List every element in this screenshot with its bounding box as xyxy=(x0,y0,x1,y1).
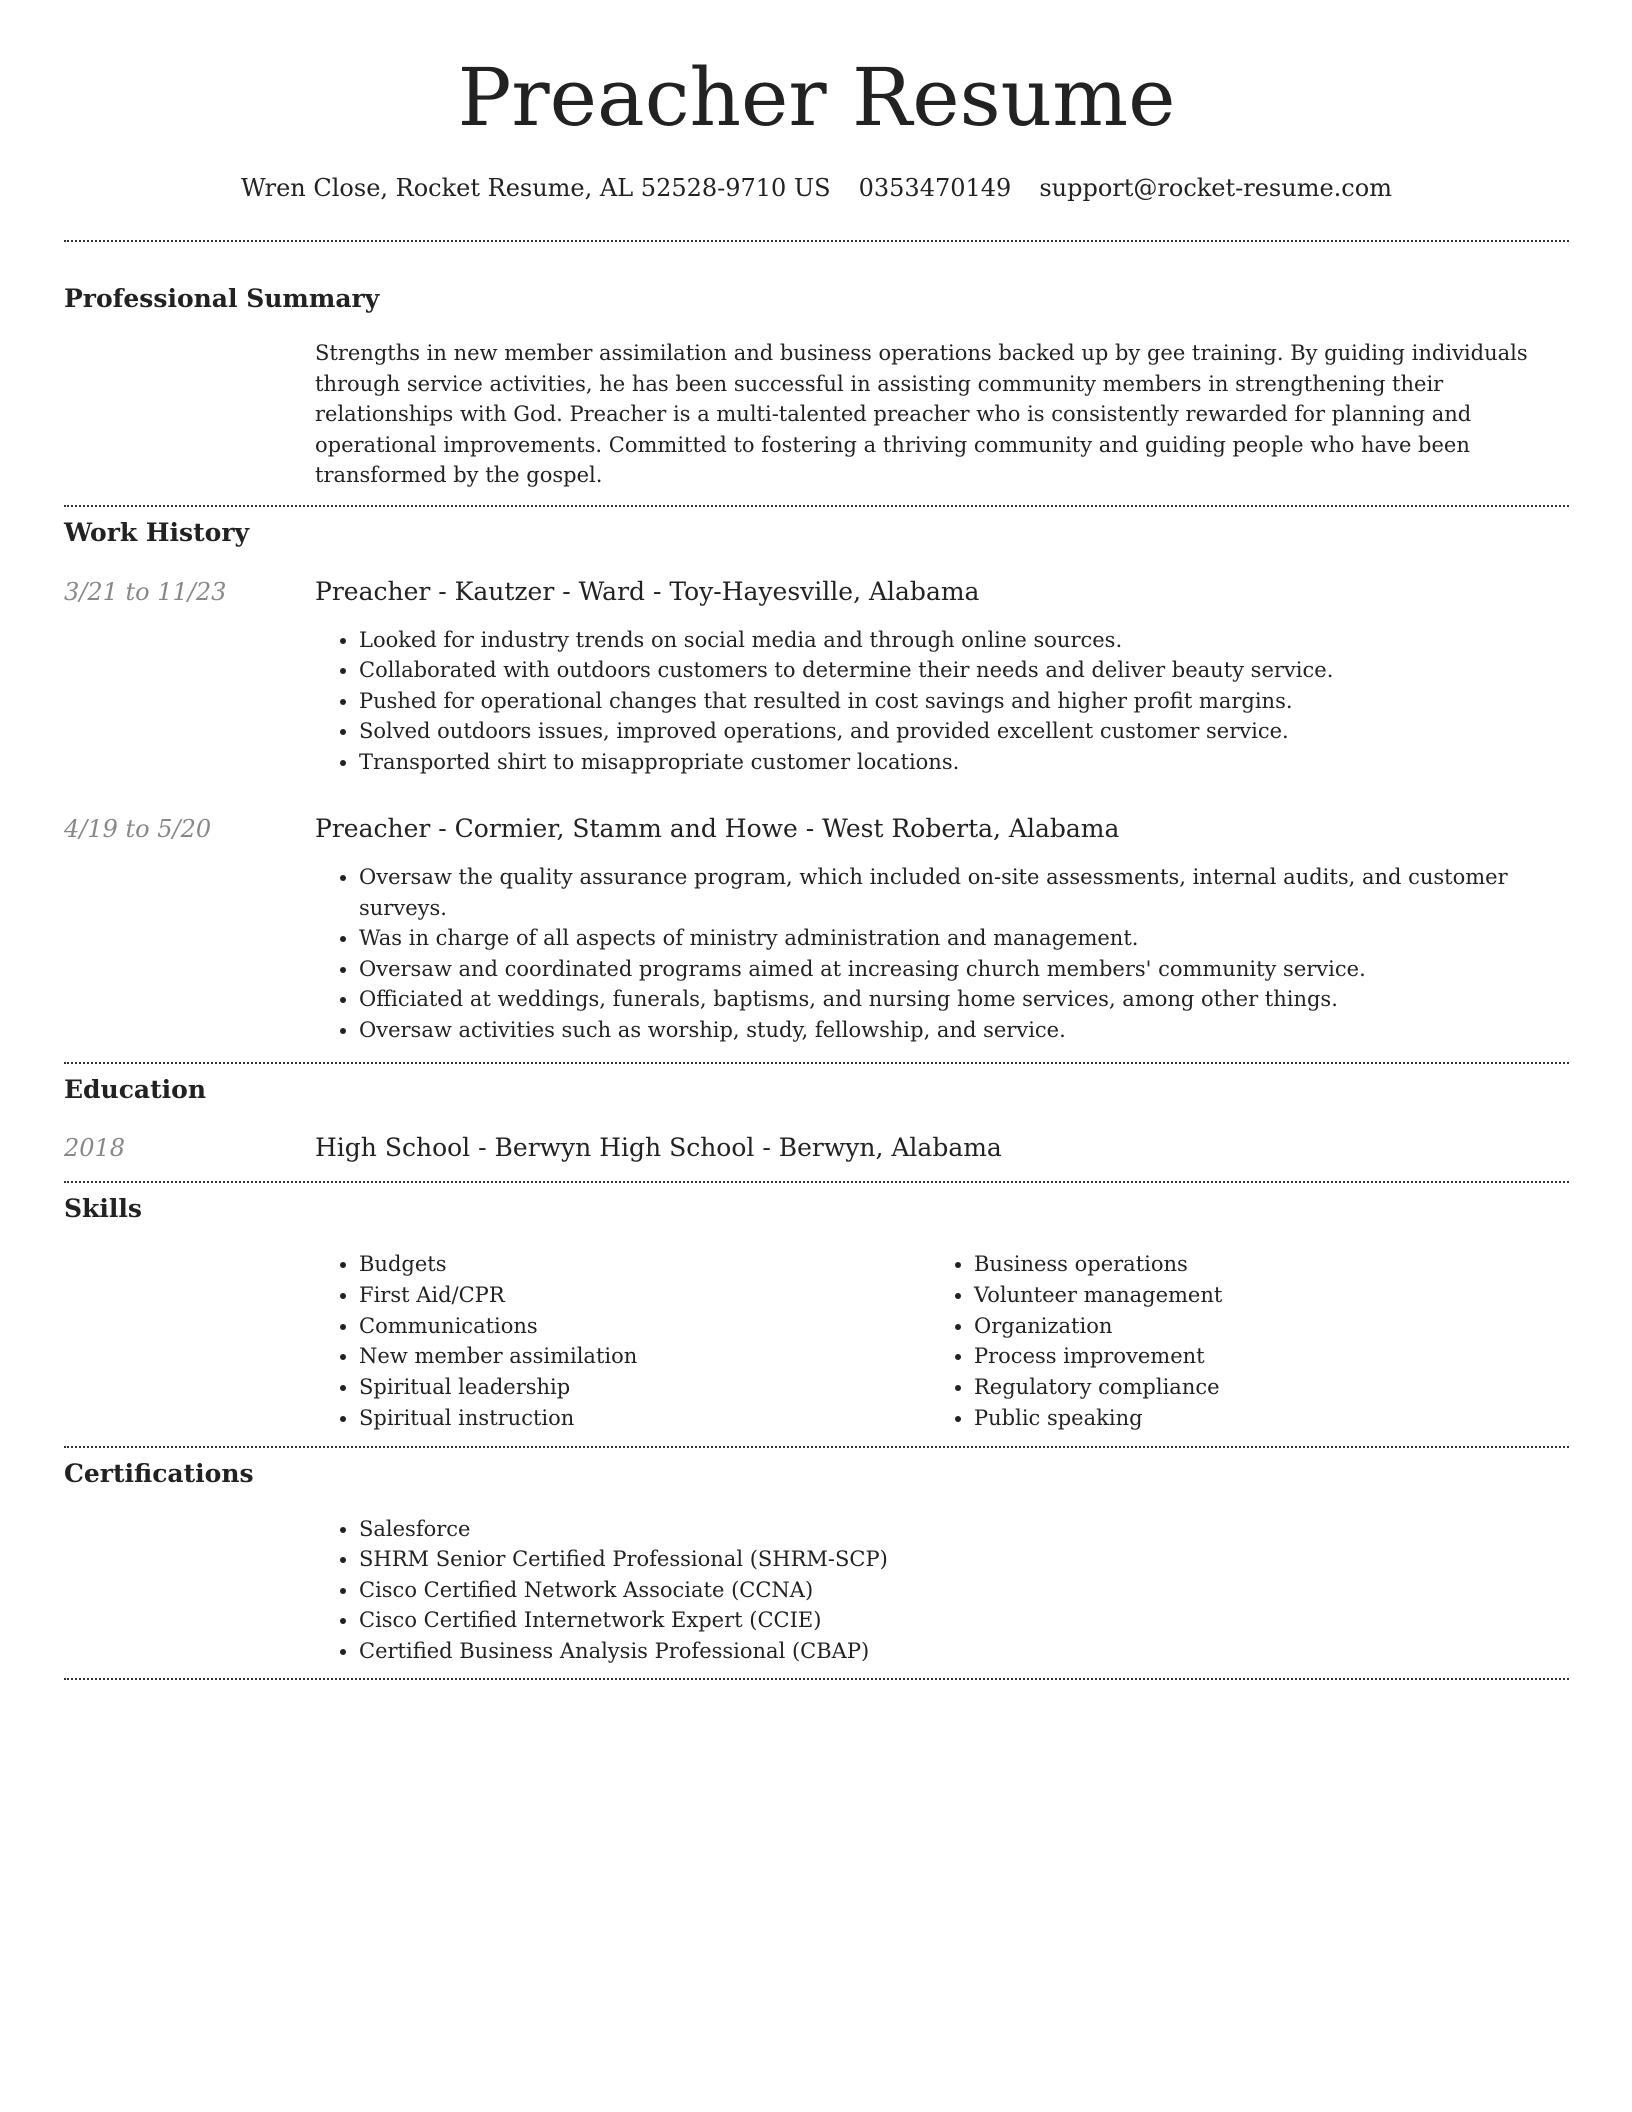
job-title: Preacher - Kautzer - Ward - Toy-Hayesville, Alabama xyxy=(315,576,980,606)
certification-item: • SHRM Senior Certified Professional (SHRM-SCP) xyxy=(359,1544,1569,1575)
list-item: • Was in charge of all aspects of ministry administration and management. xyxy=(359,923,1569,954)
job-entry xyxy=(64,814,1569,1045)
section-title-education: Education xyxy=(64,1075,207,1104)
education-section xyxy=(64,1075,1569,1163)
job-title: Preacher - Cormier, Stamm and Howe - West Roberta, Alabama xyxy=(315,814,1120,843)
education-degree: High School xyxy=(315,1133,471,1162)
skill-item: • Budgets xyxy=(359,1249,930,1280)
skill-item: • Communications xyxy=(359,1311,930,1342)
list-item: • Officiated at weddings, funerals, baptisms, and nursing home services, among other things. xyxy=(359,984,1569,1015)
divider xyxy=(64,1446,1569,1448)
skills-grid xyxy=(315,1249,1569,1434)
list-item: • Oversaw activities such as worship, study, fellowship, and service. xyxy=(359,1015,1569,1046)
resume-name: Preacher Resume xyxy=(457,51,1176,144)
education-year: 2018 xyxy=(64,1134,126,1162)
certifications-list xyxy=(315,1514,1569,1667)
skill-item: • Business operations xyxy=(974,1249,1545,1280)
job-dates: 3/21 to 11/23 xyxy=(64,577,227,606)
skills-left-column xyxy=(315,1249,930,1434)
divider xyxy=(64,1181,1569,1183)
list-item: • Solved outdoors issues, improved operations, and provided excellent customer service. xyxy=(359,716,1569,747)
skill-item: • Spiritual leadership xyxy=(359,1372,930,1403)
section-title-summary: Professional Summary xyxy=(64,284,380,313)
divider xyxy=(64,505,1569,507)
skill-item: • New member assimilation xyxy=(359,1341,930,1372)
section-title-work: Work History xyxy=(64,517,250,547)
list-item: • Oversaw and coordinated programs aimed at increasing church members' community service. xyxy=(359,954,1569,985)
certification-item: • Cisco Certified Internetwork Expert (CCIE) xyxy=(359,1605,1569,1636)
list-item: • Pushed for operational changes that resulted in cost savings and higher profit margins. xyxy=(359,686,1569,717)
work-section xyxy=(64,518,1569,1046)
contact-address: Wren Close, Rocket Resume, AL 52528-9710 US xyxy=(241,174,831,202)
job-entry xyxy=(64,577,1569,778)
education-school: - Berwyn High School - Berwyn, Alabama xyxy=(470,1133,1002,1162)
resume-page xyxy=(64,0,1569,1680)
contact-line xyxy=(64,153,1569,240)
skill-item: • First Aid/CPR xyxy=(359,1280,930,1311)
skill-item: • Public speaking xyxy=(974,1403,1545,1434)
skill-item: • Spiritual instruction xyxy=(359,1403,930,1434)
skill-item: • Regulatory compliance xyxy=(974,1372,1545,1403)
section-title-skills: Skills xyxy=(64,1194,142,1223)
certification-item: • Salesforce xyxy=(359,1514,1569,1545)
certifications-section xyxy=(64,1459,1569,1667)
education-entry xyxy=(64,1133,1569,1163)
certification-item: • Cisco Certified Network Associate (CCNA) xyxy=(359,1575,1569,1606)
divider xyxy=(64,1678,1569,1680)
skill-item: • Volunteer management xyxy=(974,1280,1545,1311)
education-title xyxy=(315,1133,1569,1163)
certification-item: • Certified Business Analysis Professional (CBAP) xyxy=(359,1636,1569,1667)
divider xyxy=(64,240,1569,242)
job-bullets xyxy=(315,862,1569,1045)
skills-section xyxy=(64,1194,1569,1434)
skill-item: • Organization xyxy=(974,1311,1545,1342)
skills-right-column xyxy=(930,1249,1545,1434)
summary-section xyxy=(64,284,1569,491)
list-item: • Collaborated with outdoors customers to determine their needs and deliver beauty service. xyxy=(359,655,1569,686)
list-item: • Looked for industry trends on social media and through online sources. xyxy=(359,625,1569,656)
skill-item: • Process improvement xyxy=(974,1341,1545,1372)
job-dates: 4/19 to 5/20 xyxy=(64,815,212,843)
contact-phone: 0353470149 xyxy=(858,174,1012,202)
divider xyxy=(64,1062,1569,1064)
contact-email: support@rocket-resume.com xyxy=(1039,174,1392,202)
job-bullets xyxy=(315,625,1569,778)
section-title-certifications: Certifications xyxy=(64,1458,254,1488)
list-item: • Transported shirt to misappropriate customer locations. xyxy=(359,747,1569,778)
summary-text: Strengths in new member assimilation and business operations backed up by gee training. By guiding individuals through service activities, he has been successful in assisting community members in strengthening their relationships with God. Preacher is a multi-talented preacher who is consistently rewarded for planning and operational improvements. Committed to fostering a thriving community and guiding people who have been transformed by the gospel. xyxy=(315,341,1528,487)
list-item: • Oversaw the quality assurance program, which included on-site assessments, internal audits, and customer surveys. xyxy=(359,862,1569,923)
